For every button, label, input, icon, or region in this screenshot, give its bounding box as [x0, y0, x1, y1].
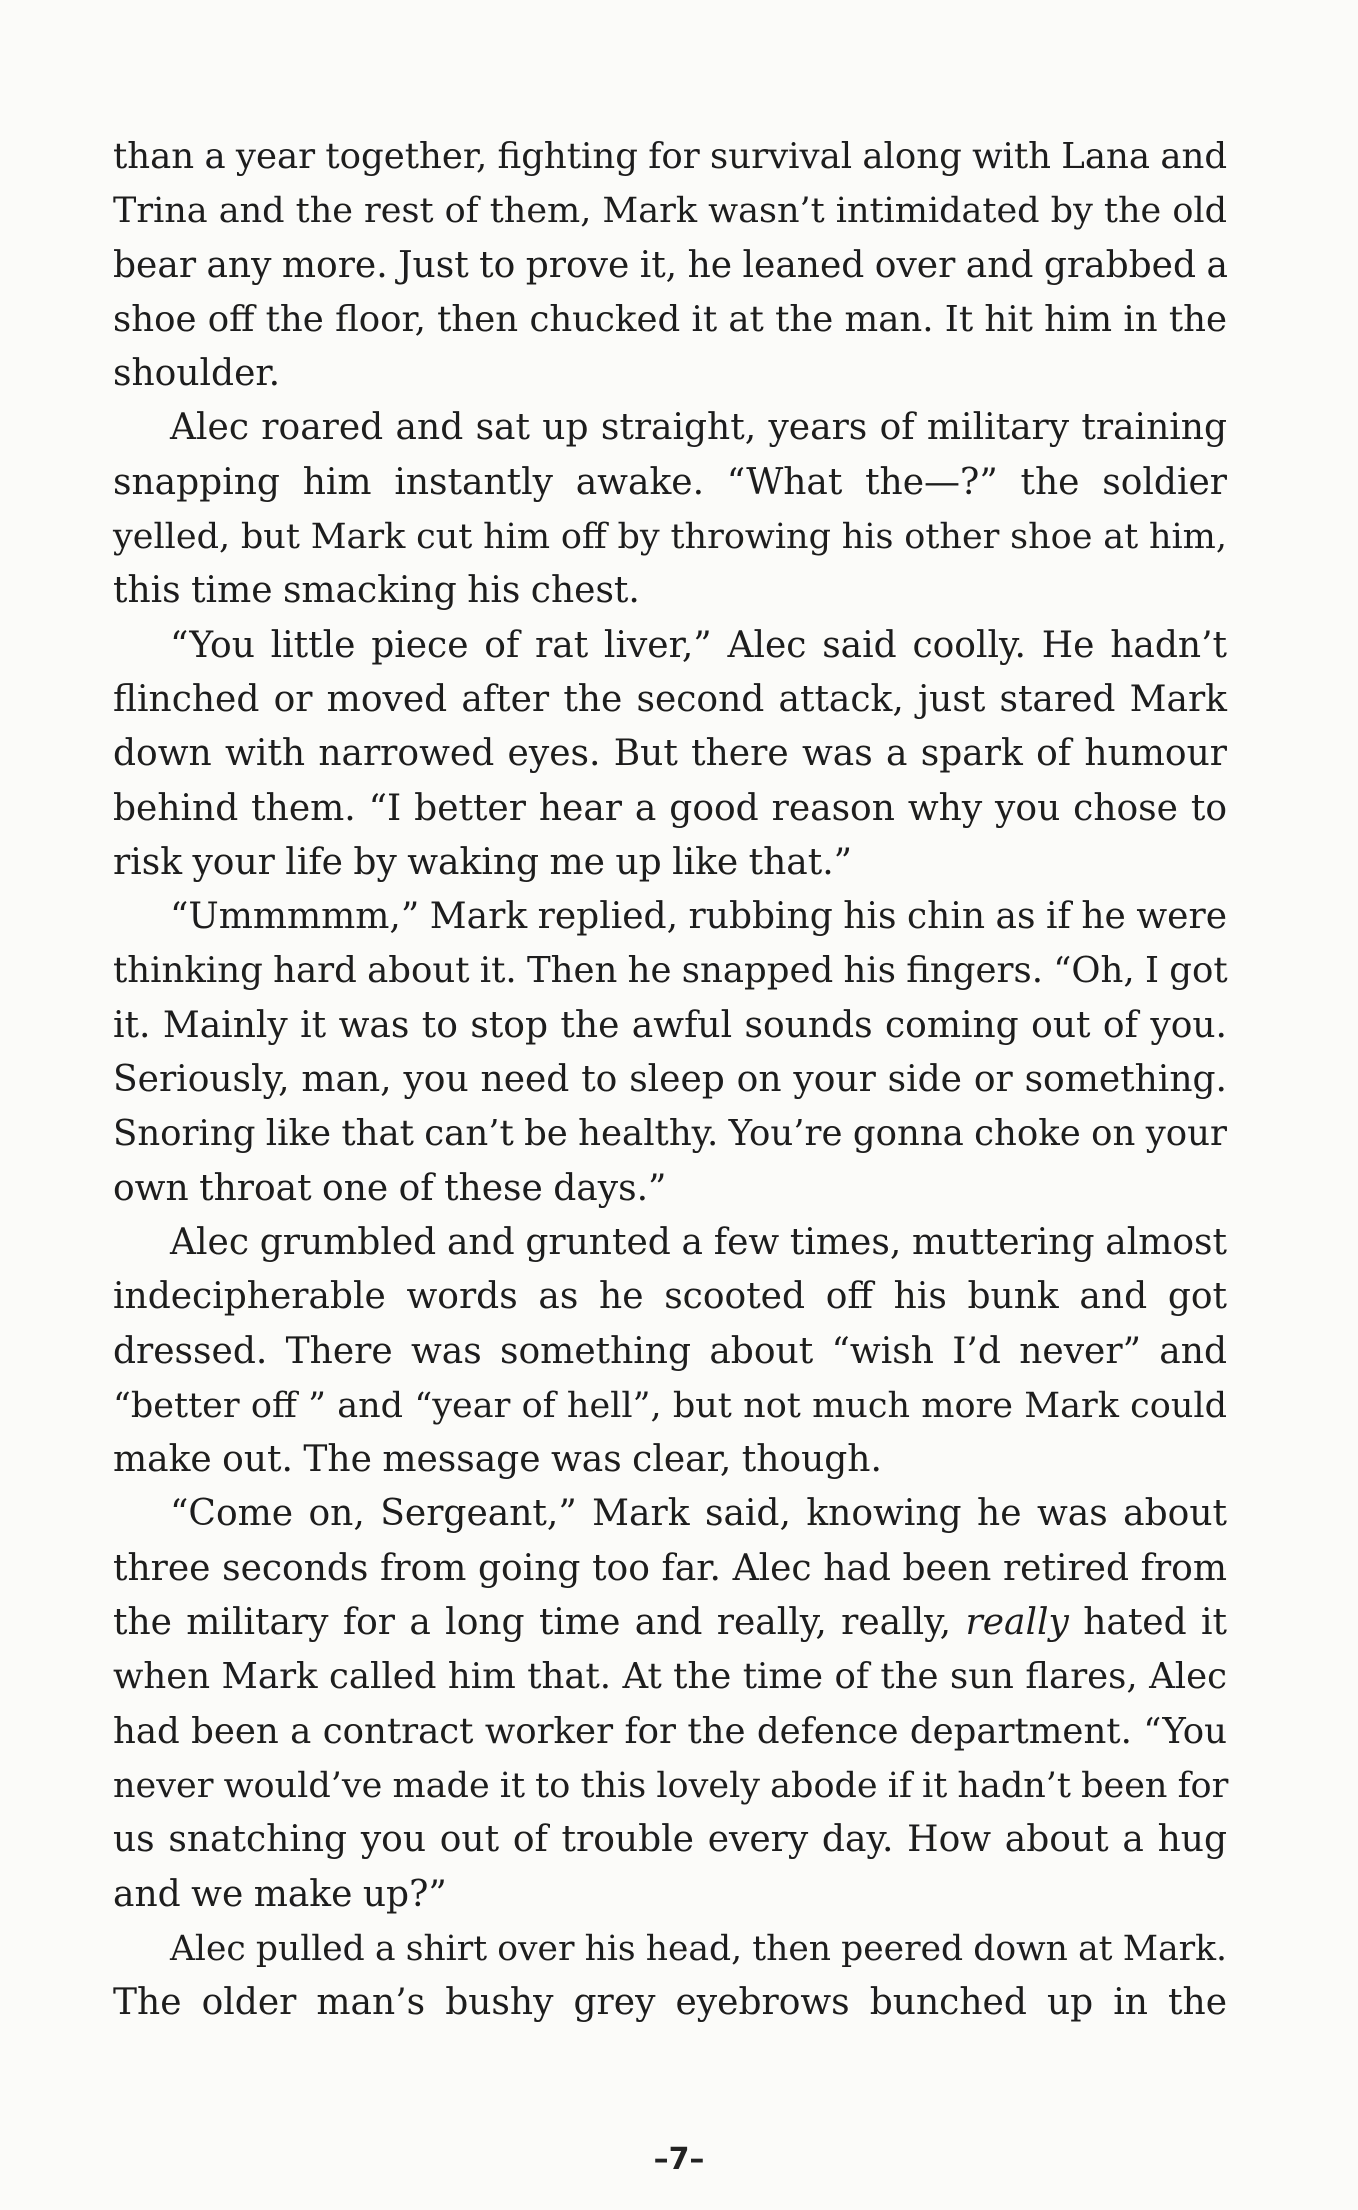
- text-line: this time smacking his chest.: [113, 570, 640, 612]
- text-line: than a year together, fighting for survival along with Lana and: [113, 136, 1228, 177]
- text-line: Trina and the rest of them, Mark wasn’t intimidated by the old: [113, 191, 1227, 232]
- text-line: bear any more. Just to prove it, he leaned over and grabbed a: [113, 244, 1228, 286]
- text-line: and we make up?”: [113, 1873, 447, 1915]
- text-line: “Ummmmm,” Mark replied, rubbing his chin as if he were: [170, 896, 1227, 938]
- text-line: flinched or moved after the second attack, just stared Mark: [113, 678, 1227, 720]
- text-line: snapping him instantly awake. “What the—?” the soldier: [113, 461, 1227, 503]
- text-line: “You little piece of rat liver,” Alec said coolly. He hadn’t: [170, 624, 1227, 666]
- text-line: dressed. There was something about “wish I’d never” and: [113, 1330, 1227, 1372]
- text-line: behind them. “I better hear a good reason why you chose to: [113, 787, 1227, 829]
- text-line: The older man’s bushy grey eyebrows bunched up in the: [113, 1982, 1227, 2024]
- text-line: thinking hard about it. Then he snapped his fingers. “Oh, I got: [113, 950, 1228, 992]
- text-line: when Mark called him that. At the time of the sun flares, Alec: [113, 1656, 1227, 1698]
- text-line: shoulder.: [113, 353, 281, 395]
- page-number: –7–: [653, 2142, 705, 2177]
- text-line: it. Mainly it was to stop the awful sounds coming out of you.: [113, 1004, 1227, 1046]
- text-line: three seconds from going too far. Alec had been retired from: [113, 1547, 1227, 1589]
- text-line: indecipherable words as he scooted off his bunk and got: [113, 1276, 1227, 1318]
- text-line: Alec pulled a shirt over his head, then peered down at Mark.: [170, 1928, 1227, 1969]
- text-line: Snoring like that can’t be healthy. You’re gonna choke on your: [113, 1113, 1227, 1155]
- text-line: had been a contract worker for the defence department. “You: [113, 1710, 1227, 1752]
- text-line: own throat one of these days.”: [113, 1167, 667, 1209]
- text-line: make out. The message was clear, though.: [113, 1439, 882, 1481]
- emphasis: really: [965, 1602, 1069, 1644]
- text-line: shoe off the floor, then chucked it at the man. It hit him in the: [113, 298, 1227, 340]
- text-line: the military for a long time and really, really, really hated it: [113, 1602, 1227, 1644]
- text-line: Alec roared and sat up straight, years of military training: [170, 407, 1227, 449]
- text-line: yelled, but Mark cut him off by throwing his other shoe at him,: [113, 517, 1227, 558]
- text-line: down with narrowed eyes. But there was a spark of humour: [113, 733, 1227, 775]
- text-line: risk your life by waking me up like that.”: [113, 841, 853, 883]
- text-line: Alec grumbled and grunted a few times, muttering almost: [170, 1221, 1227, 1263]
- text-line: “Come on, Sergeant,” Mark said, knowing he was about: [170, 1493, 1227, 1535]
- text-line: us snatching you out of trouble every day. How about a hug: [113, 1819, 1227, 1861]
- text-line: “better off ” and “year of hell”, but not much more Mark could: [113, 1385, 1227, 1426]
- body-text: [113, 130, 1227, 2030]
- text-line: Seriously, man, you need to sleep on your side or something.: [113, 1059, 1227, 1101]
- text-line: never would’ve made it to this lovely abode if it hadn’t been for: [113, 1765, 1229, 1806]
